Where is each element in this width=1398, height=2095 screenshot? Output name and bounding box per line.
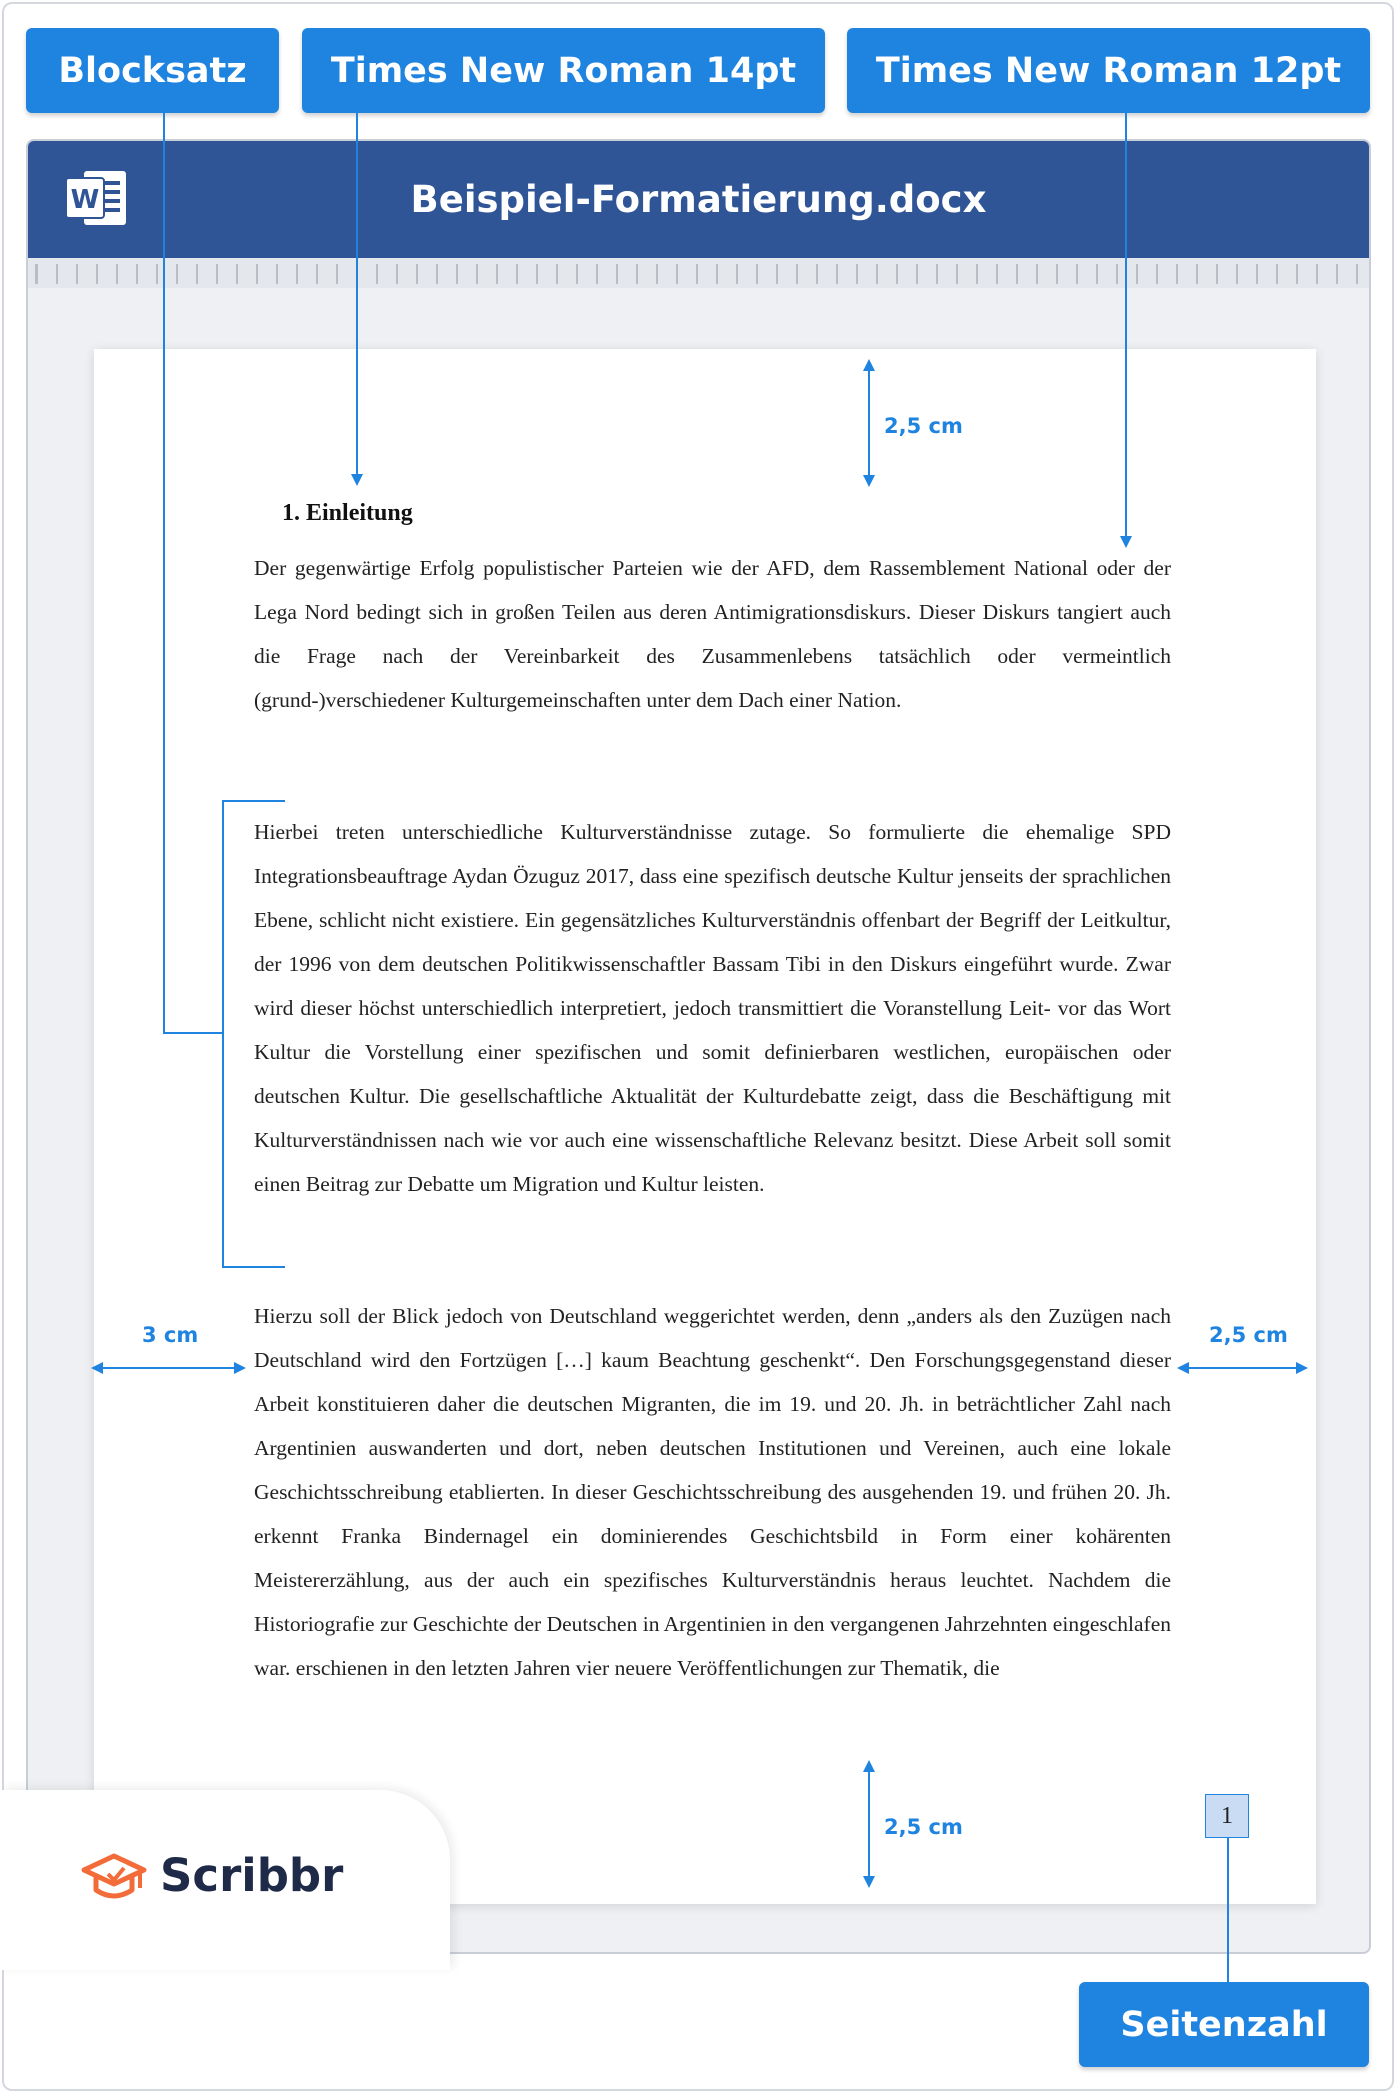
top-margin-label: 2,5 cm [884, 414, 963, 438]
label-heading-font: Times New Roman 14pt [302, 28, 825, 113]
left-margin-label: 3 cm [142, 1323, 199, 1347]
bottom-margin-label: 2,5 cm [884, 1815, 963, 1839]
paragraph-3: Hierzu soll der Blick jedoch von Deutschland weggerichtet werden, denn „anders als den Zuzügen nach Deutschland wird den Fortzügen […] kaum Beachtung geschenkt“. Den Forschungsgegenstand dieser Arbeit konstituieren daher die deutschen Migranten, die im 19. und 20. Jh. in beträchtlicher Zahl nach Argentinien auswanderten und dort, neben deutschen Institutionen und Vereinen, auch eine lokale Geschichtsschreibung etablierten. In dieser Geschichtsschreibung des ausgehenden 19. und frühen 20. Jh. erkennt Franka Bindernagel ein dominierendes Geschichtsbild in Form einer kohärenten Meistererzählung, aus der auch ein spezifisches Kulturverständnis heraus leuchtet. Nachdem die Historiografie zur Geschichte der Deutschen in Argentinien in den vergangenen Jahrzehnten eingeschlafen war. erschienen in den letzten Jahren vier neuere Veröffentlichungen zur Thematik, die [254, 1304, 1171, 1680]
label-body-font: Times New Roman 12pt [847, 28, 1370, 113]
label-alignment: Blocksatz [26, 28, 279, 113]
paragraph-2: Hierbei treten unterschiedliche Kulturverständnisse zutage. So formulierte die ehemalige SPD Integrationsbeauftrage Aydan Özuguz 2017, dass eine spezifisch deutsche Kultur jenseits der sprachlichen Ebene, schlicht nicht existiere. Ein gegensätzliches Kulturverständnis offenbart der Begriff der Leitkultur, der 1996 von dem deutschen Politikwissenschaftler Bassam Tibi in den Diskurs eingeführt wurde. Zwar wird dieser höchst unterschiedlich interpretiert, jedoch transmittiert die Voranstellung Leit- vor das Wort Kultur die Vorstellung einer spezifischen und somit definierbaren westlichen, europäischen oder deutschen Kultur. Die gesellschaftliche Aktualität der Kulturdebatte zeigt, dass die Beschäftigung mit Kulturverständnissen nach wie vor auch eine wissenschaftliche Relevanz besitzt. Diese Arbeit soll somit einen Beitrag zur Debatte um Migration und Kultur leisten. [254, 820, 1171, 1196]
document-title: Beispiel-Formatierung.docx [410, 178, 987, 221]
right-margin-label: 2,5 cm [1209, 1323, 1288, 1347]
paragraph-1: Der gegenwärtige Erfolg populistischer Parteien wie der AFD, dem Rassemblement National oder der Lega Nord bedingt sich in großen Teilen aus deren Antimigrationsdiskurs. Dieser Diskurs tangiert auch die Frage nach der Vereinbarkeit des Zusammenlebens tatsächlich oder vermeintlich (grund-)verschiedener Kulturgemeinschaften unter dem Dach einer Nation. [254, 556, 1171, 712]
label-page-number: Seitenzahl [1079, 1982, 1369, 2067]
alignment-bracket [223, 801, 285, 1267]
page-number-box: 1 [1205, 1794, 1249, 1838]
brand-name: Scribbr [160, 1849, 344, 1902]
alignment-connector [164, 113, 223, 1033]
svg-text:W: W [70, 185, 100, 215]
document-heading: 1. Einleitung [282, 500, 413, 526]
